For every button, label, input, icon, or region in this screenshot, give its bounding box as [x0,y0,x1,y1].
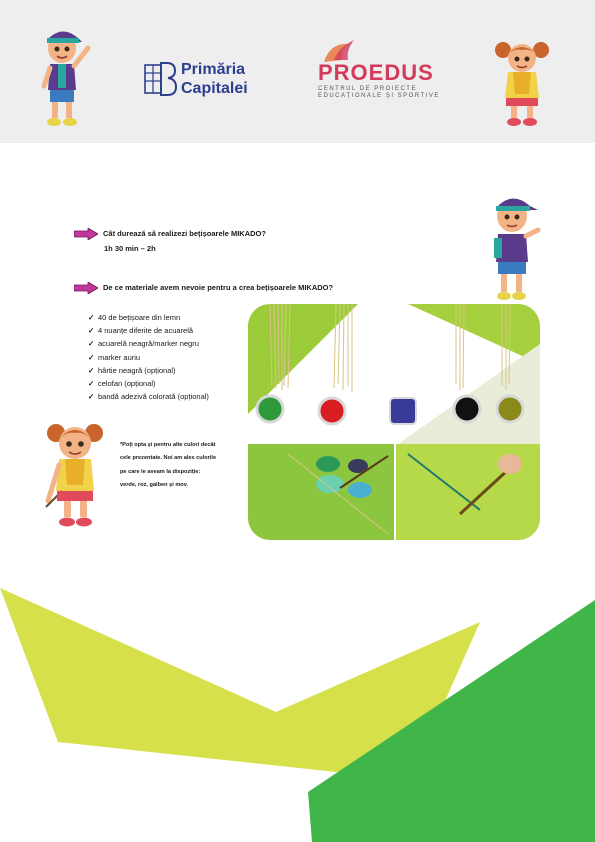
question-duration-text: Cât durează să realizezi bețișoarele MIKADO? [103,229,266,238]
arrow-right-icon [74,282,98,294]
list-item [88,364,209,377]
primaria-line2: Capitalei [181,80,248,97]
material-label: marker auriu [98,352,141,362]
paint-bottles-photo-image [248,304,540,540]
proedus-wordmark: PROEDUS [318,60,434,85]
material-label: 40 de bețișoare din lemn [98,313,181,322]
check-icon: ✓ [88,326,95,336]
girl-mascot-image [493,36,551,128]
note-line: verde, roz, galben și mov. [120,482,188,489]
material-label: celofan (opțional) [98,379,156,389]
note-line: *Poți opta și pentru alte culori decât [120,442,216,448]
proedus-logo [316,38,446,108]
arrow-right-icon [74,228,98,240]
check-icon: ✓ [88,379,95,389]
check-icon: ✓ [88,352,95,362]
list-item [88,351,209,364]
girl-brush-mascot-image [44,415,112,531]
boy-pointing-mascot-image [486,186,546,304]
check-icon: ✓ [88,313,95,322]
material-label: bandă adezivă colorată (opțional) [98,392,209,402]
list-item [88,377,209,390]
decorative-shapes [0,580,595,842]
primaria-line1: Primăria [181,61,246,78]
answer-duration: 1h 30 min – 2h [104,244,156,253]
primaria-capitalei-logo [143,57,268,99]
check-icon: ✓ [88,339,95,349]
materials-list [88,311,209,403]
list-item [88,390,209,403]
note-line: pe care le aveam la dispoziție: [120,468,201,475]
materials-photo [248,304,540,540]
list-item [88,324,209,337]
question-materials-text: De ce materiale avem nevoie pentru a crea bețișoarele MIKADO? [103,283,334,292]
list-item [88,311,209,324]
note-line: cele prezentate. Noi am ales culorile [120,455,217,462]
boy-mascot-image [38,22,94,130]
material-label: hârtie neagră (opțional) [98,365,176,375]
proedus-subtitle: CENTRUL DE PROIECTE EDUCAȚIONALE ȘI SPORTIVE [318,86,440,99]
check-icon: ✓ [88,365,95,375]
material-label: acuarelă neagră/marker negru [98,339,199,349]
list-item [88,337,209,350]
material-label: 4 nuanțe diferite de acuarelă [98,326,194,336]
color-note [120,439,240,493]
check-icon: ✓ [88,392,95,402]
primaria-emblem-icon [143,59,177,97]
